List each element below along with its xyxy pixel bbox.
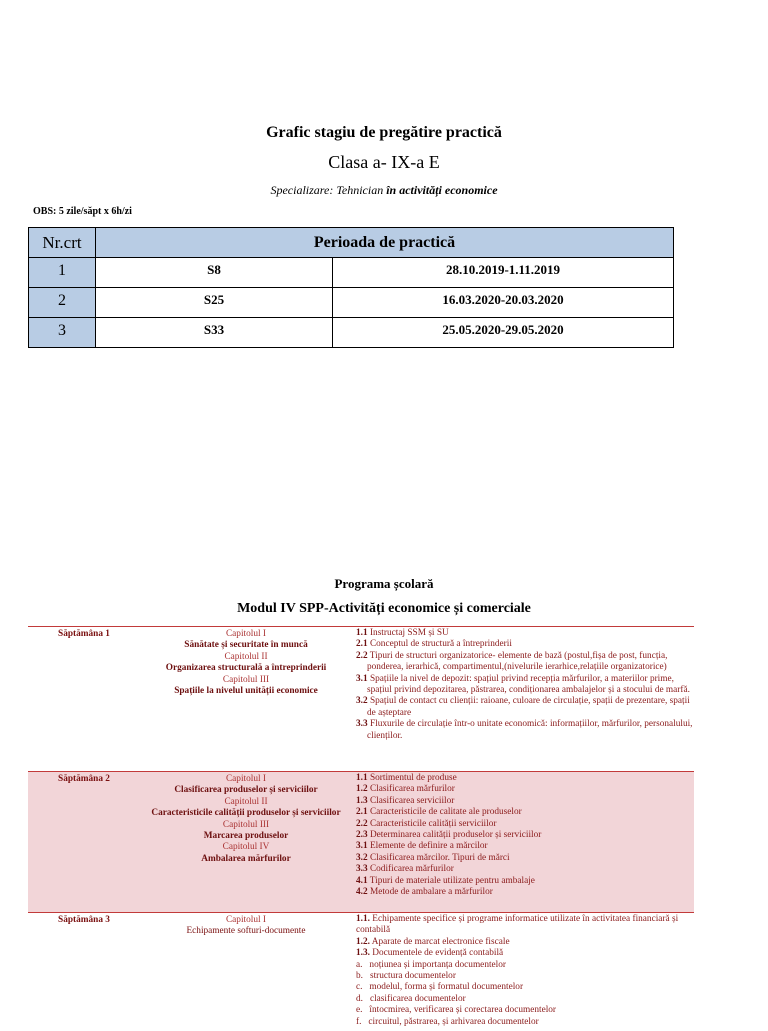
topic-number: 3.3 bbox=[356, 719, 368, 730]
practice-period-table bbox=[28, 227, 674, 348]
chapter-title: Ambalarea mărfurilor bbox=[201, 853, 291, 864]
row-nr: 3 bbox=[29, 318, 96, 348]
table-header-row bbox=[29, 228, 674, 258]
topic-item bbox=[356, 773, 694, 784]
topic-text: Metode de ambalare a mărfurilor bbox=[367, 887, 493, 898]
subtopic-item: d. clasificarea documentelor bbox=[356, 993, 466, 1004]
page-title: Grafic stagiu de pregătire practică bbox=[266, 124, 502, 141]
subtopic-item: e. întocmirea, verificarea și corectarea documentelor bbox=[356, 1005, 557, 1016]
topic-item bbox=[356, 674, 694, 697]
topic-number: 1.2 bbox=[356, 784, 368, 795]
chapter-title: Organizarea structurală a întreprinderii bbox=[165, 663, 327, 674]
topic-item bbox=[356, 876, 694, 887]
header-nr: Nr.crt bbox=[29, 228, 96, 258]
topic-text: Caracteristicile de calitate ale produselor bbox=[367, 807, 522, 818]
topic-item bbox=[356, 914, 694, 937]
topic-number: 2.3 bbox=[356, 830, 368, 841]
chapter-label: Capitolul II bbox=[224, 796, 268, 807]
topic-text: Elemente de definire a mărcilor bbox=[367, 841, 488, 852]
subtopic-item: c. modelul, forma și formatul documentelor bbox=[356, 982, 524, 993]
week-chapters bbox=[140, 627, 352, 771]
subtopic-item: b. structura documentelor bbox=[356, 971, 456, 982]
topic-number: 4.2 bbox=[356, 887, 368, 898]
chapter-label: Capitolul I bbox=[225, 629, 267, 639]
topic-text: Sortimentul de produse bbox=[367, 773, 457, 783]
row-dates: 16.03.2020-20.03.2020 bbox=[333, 288, 674, 318]
chapter-title: Sănătate și securitate în muncă bbox=[184, 640, 308, 651]
topic-text: Spațiile la nivel de depozit: spațiul privind recepția mărfurilor, a materiilor prime, spațiul privind depozitarea, păstrarea, condiționarea ambalajelor și a stocului de marfă. bbox=[367, 673, 690, 696]
topic-item bbox=[356, 864, 694, 875]
specialization bbox=[0, 183, 768, 198]
specialization-prefix: Specializare: Tehnician bbox=[270, 183, 387, 197]
topic-text: Caracteristicile calității serviciilor bbox=[367, 818, 497, 829]
topic-item bbox=[356, 807, 694, 818]
topic-item bbox=[356, 830, 694, 841]
topic-text: Tipuri de structuri organizatorice- elemente de bază (postul,fișa de post, funcția, ponderea, ierarhică, compartimentul,(nivelurile ierarhice,relațiile organizatorice) bbox=[367, 650, 668, 673]
topic-item bbox=[356, 887, 694, 898]
chapter-label: Capitolul III bbox=[222, 674, 270, 685]
week-chapters bbox=[140, 772, 352, 912]
topic-number: 2.2 bbox=[356, 818, 368, 829]
topic-item bbox=[356, 651, 694, 674]
table-row bbox=[29, 318, 674, 348]
table-row bbox=[29, 258, 674, 288]
topic-number: 4.1 bbox=[356, 875, 368, 886]
chapter-label: Capitolul I bbox=[225, 774, 267, 784]
topic-text: Clasificarea mărcilor. Tipuri de mărci bbox=[367, 852, 510, 863]
topic-text: Instructaj SSM și SU bbox=[367, 628, 449, 638]
week-chapters bbox=[140, 913, 352, 1031]
topic-text: Tipuri de materiale utilizate pentru ambalaje bbox=[367, 875, 535, 886]
week-label: Săptămâna 1 bbox=[58, 629, 110, 639]
class-name: Clasa a- IX-a E bbox=[328, 152, 440, 172]
topic-item bbox=[356, 948, 694, 959]
topic-number: 3.1 bbox=[356, 673, 368, 684]
week-row bbox=[28, 771, 694, 912]
row-dates: 25.05.2020-29.05.2020 bbox=[333, 318, 674, 348]
subtopic-item: f. circuitul, păstrarea, și arhivarea documentelor bbox=[356, 1016, 539, 1027]
topic-text: Determinarea calității produselor și serviciilor bbox=[367, 830, 542, 841]
topic-number: 1.2. bbox=[356, 936, 370, 947]
topic-text: Clasificarea serviciilor bbox=[367, 795, 455, 806]
topic-number: 1.3 bbox=[356, 795, 368, 806]
topic-number: 2.1 bbox=[356, 639, 368, 650]
row-dates: 28.10.2019-1.11.2019 bbox=[333, 258, 674, 288]
chapter-label: Capitolul II bbox=[224, 651, 268, 662]
week-topics bbox=[352, 627, 694, 771]
topic-number: 1.1 bbox=[356, 773, 368, 783]
topic-item bbox=[356, 639, 694, 650]
topic-text: Clasificarea mărfurilor bbox=[367, 784, 455, 795]
topic-text: Fluxurile de circulație într-o unitate economică: informațiilor, mărfurilor, personalului, clienților. bbox=[367, 719, 693, 741]
week-label: Săptămâna 2 bbox=[58, 774, 110, 784]
topic-item bbox=[356, 841, 694, 852]
chapter-label: Capitolul IV bbox=[222, 842, 270, 853]
topic-text: Codificarea mărfurilor bbox=[367, 864, 454, 875]
chapter-label: Capitolul III bbox=[222, 819, 270, 830]
topic-text: Aparate de marcat electronice fiscale bbox=[369, 936, 510, 947]
table-row bbox=[29, 288, 674, 318]
topic-item bbox=[356, 796, 694, 807]
topic-item bbox=[356, 853, 694, 864]
topic-number: 3.3 bbox=[356, 864, 368, 875]
topic-item bbox=[356, 696, 694, 719]
topic-number: 3.2 bbox=[356, 852, 368, 863]
week-row bbox=[28, 912, 694, 1031]
topic-number: 3.1 bbox=[356, 841, 368, 852]
row-week: S33 bbox=[96, 318, 333, 348]
topic-number: 2.1 bbox=[356, 807, 368, 818]
topic-text: Spațiul de contact cu clienții: raioane, culoare de circulație, spații de prezentare, spații de așteptare bbox=[367, 696, 690, 718]
week-row bbox=[28, 626, 694, 771]
row-nr: 2 bbox=[29, 288, 96, 318]
topic-item bbox=[356, 819, 694, 830]
topic-number: 1.1 bbox=[356, 628, 368, 638]
header-period: Perioada de practică bbox=[96, 228, 674, 258]
week-topics bbox=[352, 913, 694, 1031]
topic-number: 2.2 bbox=[356, 650, 368, 661]
program-title: Programa școlară bbox=[334, 576, 434, 591]
row-nr: 1 bbox=[29, 258, 96, 288]
topic-number: 1.3. bbox=[356, 948, 370, 959]
topic-number: 3.2 bbox=[356, 696, 368, 707]
weeks-table bbox=[28, 626, 694, 1031]
chapter-title: Marcarea produselor bbox=[203, 831, 289, 842]
chapter-title: Clasificarea produselor și serviciilor bbox=[174, 785, 318, 796]
week-topics bbox=[352, 772, 694, 912]
row-week: S25 bbox=[96, 288, 333, 318]
obs-note: OBS: 5 zile/săpt x 6h/zi bbox=[33, 206, 132, 217]
chapter-title: Caracteristicile calității produselor și serviciilor bbox=[151, 808, 341, 819]
subtopic-item: a. noțiunea și importanța documentelor bbox=[356, 959, 506, 970]
module-title: Modul IV SPP-Activități economice și comerciale bbox=[237, 601, 531, 616]
topic-item bbox=[356, 937, 694, 948]
topic-text: Documentele de evidență contabilă bbox=[369, 948, 504, 959]
week-label: Săptămâna 3 bbox=[58, 915, 110, 925]
topic-text: Conceptul de structură a întreprinderii bbox=[367, 639, 512, 650]
specialization-value: în activități economice bbox=[386, 183, 498, 197]
chapter-title: Spațiile la nivelul unității economice bbox=[174, 686, 318, 697]
topic-item bbox=[356, 719, 694, 742]
topic-text: Echipamente specifice și programe informatice utilizate în activitatea financiară și contabilă bbox=[356, 914, 679, 936]
topic-item bbox=[356, 628, 694, 639]
row-week: S8 bbox=[96, 258, 333, 288]
chapter-label: Capitolul I bbox=[225, 915, 267, 925]
topic-item bbox=[356, 784, 694, 795]
topic-number: 1.1. bbox=[356, 914, 370, 924]
chapter-title: Echipamente softuri-documente bbox=[186, 926, 306, 937]
